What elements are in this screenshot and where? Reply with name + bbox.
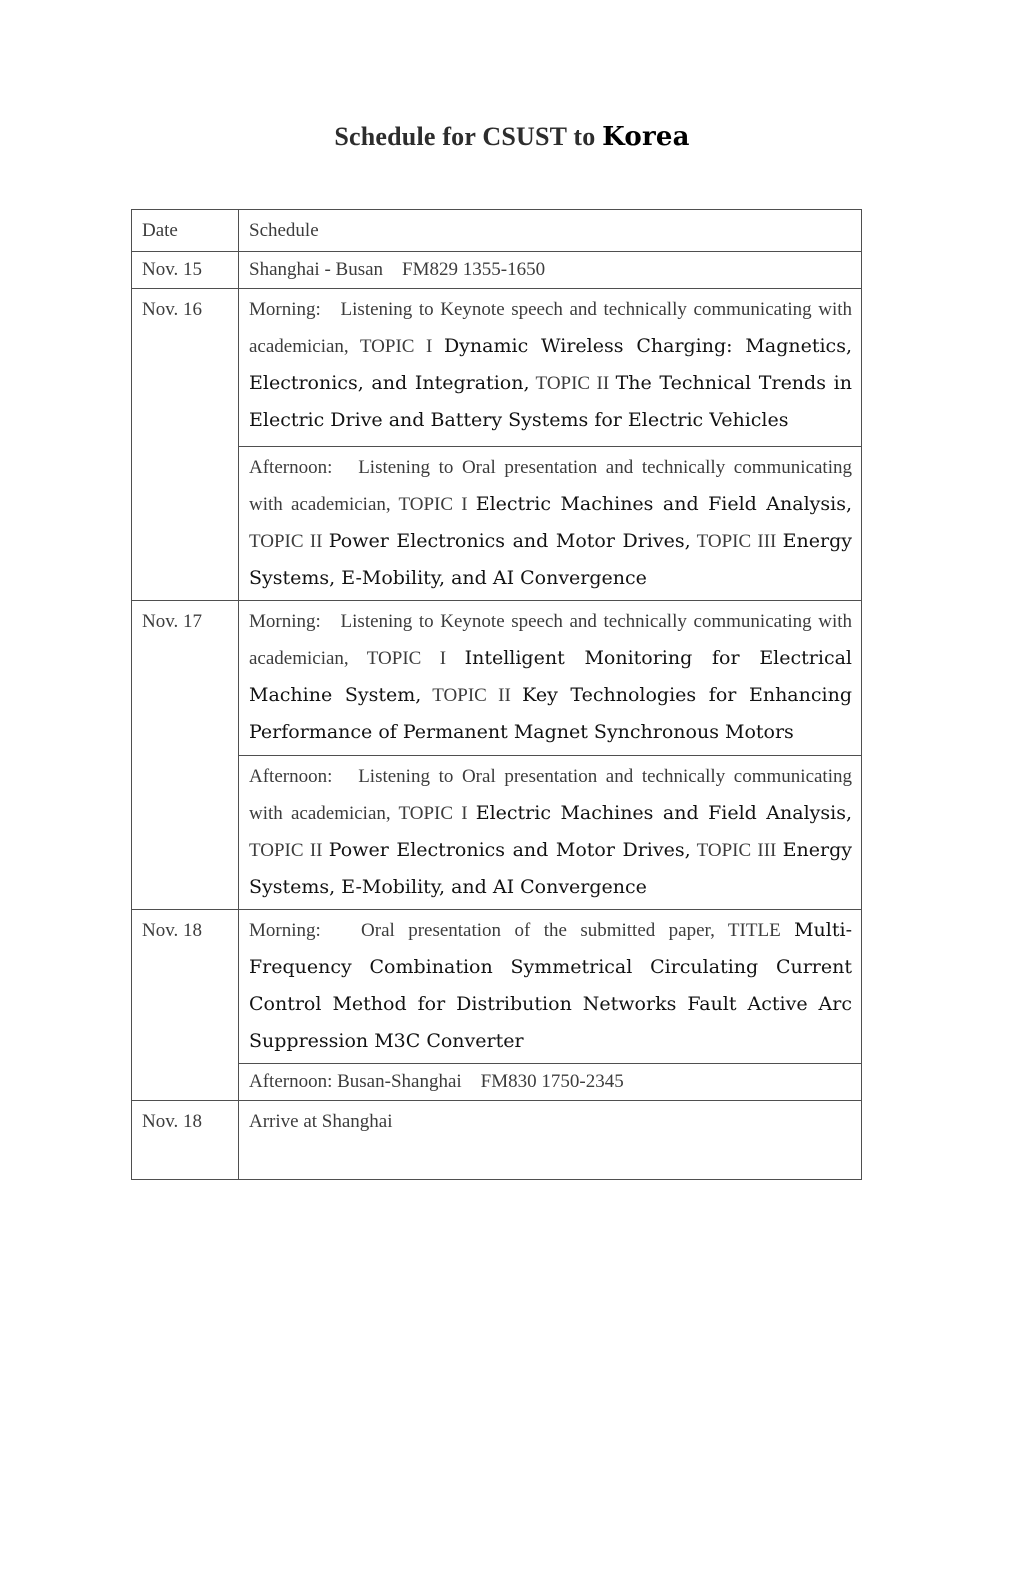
text-segment: Multi-Frequency Combination Symmetrical Circulating Current Control Method for Distribution Networks Fault Active Arc Suppression M3C Converter [249,919,852,1052]
text-segment: Power Electronics and Motor Drives, [328,530,691,552]
schedule-table [131,209,862,1180]
text-segment: TOPIC II [249,840,329,861]
date-cell: Nov. 18 [132,910,239,1101]
text-segment: Energy Systems, E-Mobility, and AI Convergence [249,530,852,589]
schedule-cell [239,756,862,910]
text-segment: The Technical Trends in Electric Drive and Battery Systems for Electric Vehicles [249,372,852,431]
text-segment: Energy Systems, E-Mobility, and AI Convergence [249,839,852,898]
text-segment: Shanghai - Busan FM829 1355-1650 [249,259,546,280]
col-header-date: Date [132,210,239,252]
schedule-cell [239,601,862,756]
schedule-cell [239,1064,862,1101]
date-cell: Nov. 18 [132,1101,239,1180]
table-row-nov18-arrive [132,1101,862,1180]
table-row-nov18-afternoon [132,1064,862,1101]
text-segment: Arrive at Shanghai [249,1111,393,1132]
schedule-cell [239,1101,862,1180]
date-cell: Nov. 17 [132,601,239,910]
date-cell: Nov. 15 [132,252,239,289]
date-cell: Nov. 16 [132,289,239,601]
table-row-nov17-afternoon [132,756,862,910]
text-segment: Power Electronics and Motor Drives, [328,839,691,861]
text-segment: Morning: Oral presentation of the submitted paper, TITLE [249,920,795,941]
page-title [0,121,1024,153]
document-page [0,121,1024,1180]
text-segment: TOPIC II [529,373,616,394]
table-row-nov16-morning [132,289,862,447]
col-header-schedule: Schedule [239,210,862,252]
text-segment: Dynamic Wireless Charging: Magnetics, Electronics, and Integration, [249,335,852,394]
text-segment: Electric Machines and Field Analysis, [475,493,853,515]
text-segment: Afternoon: Listening to Oral presentation and technically communicating with academician, TOPIC I [249,457,852,515]
table-header-row [132,210,862,252]
title-segment: Korea [602,122,690,152]
text-segment: Morning: Listening to Keynote speech and technically communicating with academician, TOPIC I [249,611,852,669]
text-segment: Intelligent Monitoring for Electrical Machine System, [249,647,852,706]
text-segment: Afternoon: Busan-Shanghai FM830 1750-2345 [249,1071,624,1092]
schedule-cell [239,252,862,289]
text-segment: Morning: Listening to Keynote speech and technically communicating with academician, TOPIC I [249,299,852,357]
text-segment: TOPIC III [690,840,783,861]
table-row-nov16-afternoon [132,447,862,601]
text-segment: TOPIC II [421,685,523,706]
text-segment: Key Technologies for Enhancing Performance of Permanent Magnet Synchronous Motors [249,684,852,743]
schedule-cell [239,910,862,1064]
title-segment: Schedule for CSUST to [334,122,603,151]
table-row-nov17-morning [132,601,862,756]
table-row-nov18-morning [132,910,862,1064]
table-row-nov15 [132,252,862,289]
schedule-cell [239,447,862,601]
text-segment: TOPIC II [249,531,329,552]
text-segment: TOPIC III [690,531,783,552]
text-segment: Afternoon: Listening to Oral presentation and technically communicating with academician, TOPIC I [249,766,852,824]
text-segment: Electric Machines and Field Analysis, [475,802,853,824]
schedule-cell [239,289,862,447]
